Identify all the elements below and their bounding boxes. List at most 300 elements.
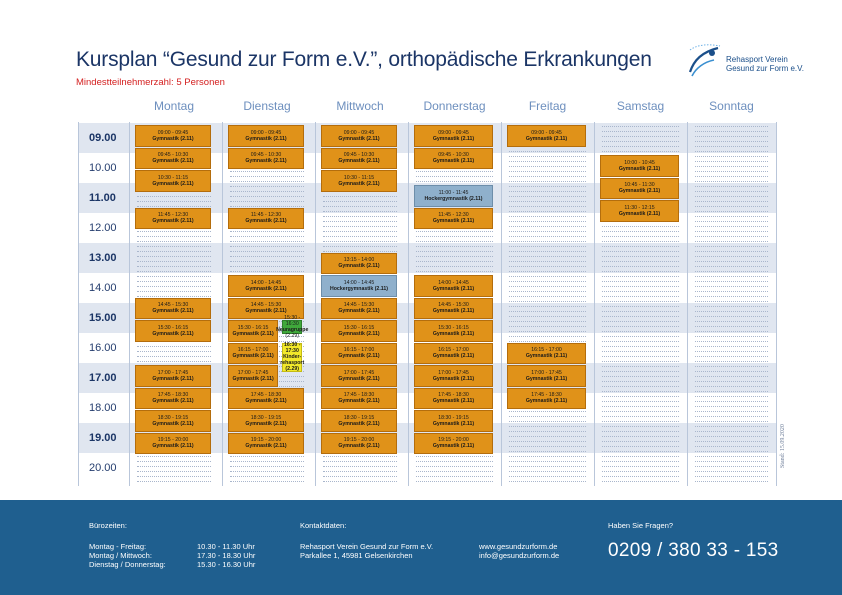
course-block[interactable] xyxy=(228,365,278,387)
slot-line xyxy=(602,136,679,137)
course-block[interactable] xyxy=(228,125,304,147)
slot-line xyxy=(695,286,768,287)
slot-line xyxy=(695,161,768,162)
course-block[interactable] xyxy=(228,343,278,365)
course-time: 18:30 - 19:15 xyxy=(250,414,282,421)
course-name: Gymnastik (2.11) xyxy=(525,353,568,360)
course-time: 17:00 - 17:45 xyxy=(157,369,189,376)
slot-line xyxy=(509,451,586,452)
slot-line xyxy=(602,326,679,327)
course-block[interactable] xyxy=(228,320,278,342)
course-block[interactable] xyxy=(414,410,493,432)
slot-line xyxy=(602,421,679,422)
course-time: 10:30 - 11:15 xyxy=(157,174,189,181)
slot-line xyxy=(230,456,304,457)
course-time: 09:00 - 09:45 xyxy=(157,129,189,136)
slot-line xyxy=(509,151,586,152)
slot-line xyxy=(416,241,493,242)
slot-line xyxy=(137,361,211,362)
course-block[interactable] xyxy=(228,388,304,410)
website-link[interactable]: www.gesundzurform.de xyxy=(479,542,558,551)
slot-line xyxy=(602,296,679,297)
slot-line xyxy=(509,221,586,222)
course-time: 09:00 - 09:45 xyxy=(531,129,562,136)
course-time: 17:45 - 18:30 xyxy=(157,392,189,399)
slot-line xyxy=(695,466,768,467)
slot-line xyxy=(509,411,586,412)
course-time: 14:45 - 15:30 xyxy=(250,302,282,309)
slot-line xyxy=(602,431,679,432)
slot-line xyxy=(695,356,768,357)
slot-line xyxy=(695,426,768,427)
logo-text-line1: Rehasport Verein xyxy=(726,55,788,64)
course-block[interactable] xyxy=(414,275,493,297)
contact-title: Kontaktdaten: xyxy=(300,521,347,530)
slot-line xyxy=(695,146,768,147)
slot-line xyxy=(137,471,211,472)
slot-line xyxy=(602,436,679,437)
slot-line xyxy=(416,171,493,172)
course-block[interactable] xyxy=(135,298,211,320)
slot-line xyxy=(323,466,397,467)
slot-line xyxy=(602,336,679,337)
course-block[interactable] xyxy=(228,208,304,230)
slot-line xyxy=(509,296,586,297)
course-time: 17:45 - 18:30 xyxy=(531,392,562,399)
slot-line xyxy=(509,316,586,317)
slot-line xyxy=(695,451,768,452)
slot-line xyxy=(509,181,586,182)
course-block[interactable] xyxy=(228,433,304,455)
day-header-montag: Montag xyxy=(153,99,195,113)
slot-line xyxy=(602,411,679,412)
course-name: Gymnastik (2.11) xyxy=(245,218,287,225)
course-block[interactable] xyxy=(228,275,304,297)
course-block[interactable] xyxy=(414,320,493,342)
course-name: Kinder- xyxy=(283,353,302,360)
slot-line xyxy=(509,156,586,157)
slot-line xyxy=(509,216,586,217)
slot-line xyxy=(695,481,768,482)
course-block[interactable] xyxy=(135,365,211,387)
day-header-mittwoch: Mittwoch xyxy=(336,99,384,113)
slot-line xyxy=(137,246,211,247)
slot-line xyxy=(695,446,768,447)
slot-line xyxy=(602,246,679,247)
slot-line xyxy=(695,341,768,342)
course-time: 14:45 - 15:30 xyxy=(343,302,375,309)
slot-line xyxy=(230,201,304,202)
slot-line xyxy=(695,131,768,132)
course-block[interactable] xyxy=(507,388,586,410)
course-name: Gymnastik (2.11) xyxy=(338,158,380,165)
office-days-1: Montag / Mittwoch: xyxy=(89,551,152,560)
column-divider xyxy=(594,122,595,486)
course-block[interactable] xyxy=(321,148,397,170)
slot-line xyxy=(323,471,397,472)
course-block[interactable] xyxy=(135,148,211,170)
course-name: Gymnastik (2.11) xyxy=(152,158,194,165)
slot-line xyxy=(695,126,768,127)
slot-line xyxy=(695,461,768,462)
slot-line xyxy=(230,196,304,197)
slot-line xyxy=(509,301,586,302)
slot-line xyxy=(416,181,493,182)
slot-line xyxy=(230,246,304,247)
course-block[interactable] xyxy=(507,125,586,147)
slot-line xyxy=(602,321,679,322)
course-block[interactable] xyxy=(135,208,211,230)
course-name: Gymnastik (2.11) xyxy=(152,330,194,337)
course-block[interactable] xyxy=(321,343,397,365)
slot-line xyxy=(137,476,211,477)
slot-line xyxy=(509,431,586,432)
course-name: Gymnastik (2.11) xyxy=(152,420,194,427)
slot-line xyxy=(509,281,586,282)
column-divider xyxy=(687,122,688,486)
course-block[interactable] xyxy=(414,148,493,170)
logo xyxy=(684,42,804,82)
slot-line xyxy=(695,196,768,197)
course-block[interactable] xyxy=(414,208,493,230)
slot-line xyxy=(695,276,768,277)
course-name: Gymnastik (2.11) xyxy=(152,308,194,315)
course-block[interactable] xyxy=(135,433,211,455)
slot-line xyxy=(137,271,211,272)
course-name: Gymnastik (2.11) xyxy=(338,180,380,187)
office-days-2: Dienstag / Donnerstag: xyxy=(89,560,166,569)
slot-line xyxy=(695,456,768,457)
course-block[interactable] xyxy=(282,343,303,372)
slot-line xyxy=(695,226,768,227)
slot-line xyxy=(509,171,586,172)
course-time: 16:15 - 17:00 xyxy=(531,347,562,354)
course-block[interactable] xyxy=(321,298,397,320)
course-block[interactable] xyxy=(228,410,304,432)
course-name: Gymnastik (2.11) xyxy=(152,375,194,382)
slot-line xyxy=(602,151,679,152)
hour-label: 19.00 xyxy=(89,432,117,444)
slot-line xyxy=(695,411,768,412)
course-time: 15:30 - 16:15 xyxy=(157,324,189,331)
slot-line xyxy=(695,211,768,212)
hour-label: 15.00 xyxy=(89,312,117,324)
course-time: 17:45 - 18:30 xyxy=(343,392,375,399)
slot-line xyxy=(695,201,768,202)
course-name: Gymnastik (2.11) xyxy=(245,308,287,315)
slot-line xyxy=(323,456,397,457)
day-header-samstag: Samstag xyxy=(616,99,665,113)
course-block[interactable] xyxy=(600,200,679,222)
course-time: 15:30 - 16:15 xyxy=(438,324,469,331)
course-time: 14:45 - 15:30 xyxy=(438,302,469,309)
slot-line xyxy=(323,226,397,227)
logo-text-line2: Gesund zur Form e.V. xyxy=(726,64,804,73)
slot-line xyxy=(137,241,211,242)
slot-line xyxy=(695,166,768,167)
slot-line xyxy=(230,171,304,172)
slot-line xyxy=(695,306,768,307)
course-time: 09:00 - 09:45 xyxy=(438,129,469,136)
slot-line xyxy=(137,201,211,202)
slot-line xyxy=(416,266,493,267)
slot-line xyxy=(509,286,586,287)
course-name: Gymnastik (2.11) xyxy=(232,375,274,382)
course-name: Gymnastik (2.11) xyxy=(245,285,287,292)
course-name: Gymnastik (2.11) xyxy=(152,443,194,450)
slot-line xyxy=(695,391,768,392)
course-name: Gymnastik (2.11) xyxy=(432,135,475,142)
course-block[interactable] xyxy=(321,365,397,387)
email-link[interactable]: info@gesundzurform.de xyxy=(479,551,560,560)
slot-line xyxy=(416,261,493,262)
course-extra: (2.29) xyxy=(285,366,299,373)
course-time: 15:30 - 16:15 xyxy=(237,324,269,331)
course-block[interactable] xyxy=(321,253,397,275)
course-block[interactable] xyxy=(321,170,397,192)
slot-line xyxy=(230,261,304,262)
slot-line xyxy=(695,151,768,152)
slot-line xyxy=(509,166,586,167)
course-name: Gymnastik (2.11) xyxy=(525,398,568,405)
course-time: 16:15 - 17:00 xyxy=(237,347,269,354)
course-block[interactable] xyxy=(600,178,679,200)
course-name: Gymnastik (2.11) xyxy=(338,308,380,315)
course-time: 16:30 - 17:30 xyxy=(283,341,301,354)
slot-line xyxy=(602,396,679,397)
slot-line xyxy=(695,181,768,182)
course-block[interactable] xyxy=(321,410,397,432)
course-time: 09:45 - 10:30 xyxy=(438,152,469,159)
course-block[interactable] xyxy=(507,365,586,387)
slot-line xyxy=(602,366,679,367)
slot-line xyxy=(602,301,679,302)
slot-line xyxy=(137,346,211,347)
slot-line xyxy=(602,291,679,292)
course-block[interactable] xyxy=(414,343,493,365)
slot-line xyxy=(323,221,397,222)
slot-line xyxy=(602,256,679,257)
course-name: Gymnastik (2.11) xyxy=(338,375,380,382)
course-name: Gymnastik (2.11) xyxy=(618,165,661,172)
contact-name: Rehasport Verein Gesund zur Form e.V. xyxy=(300,542,434,551)
course-name: Gymnastik (2.11) xyxy=(152,398,194,405)
slot-line xyxy=(137,456,211,457)
slot-line xyxy=(137,236,211,237)
slot-line xyxy=(602,386,679,387)
slot-line xyxy=(137,256,211,257)
slot-line xyxy=(509,231,586,232)
slot-line xyxy=(509,446,586,447)
stand-date: Stand: 15.09.2020 xyxy=(780,424,786,468)
phone-number[interactable]: 0209 / 380 33 - 153 xyxy=(608,540,779,561)
slot-line xyxy=(509,276,586,277)
contact-address: Parkallee 1, 45981 Gelsenkirchen xyxy=(300,551,413,560)
course-name: Gymnastik (2.11) xyxy=(232,353,274,360)
slot-line xyxy=(416,461,493,462)
slot-line xyxy=(230,241,304,242)
course-name: Gymnastik (2.11) xyxy=(152,218,194,225)
day-header-freitag: Freitag xyxy=(528,99,567,113)
course-block[interactable] xyxy=(276,314,309,340)
course-block[interactable] xyxy=(135,388,211,410)
course-block[interactable] xyxy=(414,365,493,387)
slot-line xyxy=(602,126,679,127)
slot-line xyxy=(137,266,211,267)
course-time: 09:00 - 09:45 xyxy=(343,129,375,136)
slot-line xyxy=(230,266,304,267)
course-name: Gymnastik (2.11) xyxy=(618,210,661,217)
course-name: Gymnastik (2.11) xyxy=(338,420,380,427)
slot-line xyxy=(602,141,679,142)
course-time: 19:15 - 20:00 xyxy=(438,437,469,444)
slot-line xyxy=(602,276,679,277)
course-name: Gymnastik (2.11) xyxy=(432,353,475,360)
slot-line xyxy=(602,441,679,442)
course-block[interactable] xyxy=(414,388,493,410)
slot-line xyxy=(137,466,211,467)
slot-line xyxy=(509,211,586,212)
slot-line xyxy=(509,246,586,247)
course-block[interactable] xyxy=(321,388,397,410)
course-block[interactable] xyxy=(321,275,397,297)
course-time: 10:30 - 11:15 xyxy=(343,174,375,181)
slot-line xyxy=(602,356,679,357)
course-name: Gymnastik (2.11) xyxy=(338,443,380,450)
slot-line xyxy=(602,236,679,237)
slot-line xyxy=(695,296,768,297)
course-time: 18:30 - 19:15 xyxy=(438,414,469,421)
slot-line xyxy=(416,471,493,472)
course-name: Hockergymnastik (2.11) xyxy=(424,195,483,202)
slot-line xyxy=(416,271,493,272)
course-name: Gymnastik (2.11) xyxy=(245,443,287,450)
course-block[interactable] xyxy=(414,433,493,455)
day-header-sonntag: Sonntag xyxy=(709,99,754,113)
slot-line xyxy=(230,191,304,192)
slot-line xyxy=(695,141,768,142)
office-time-0: 10.30 - 11.30 Uhr xyxy=(197,542,255,551)
slot-line xyxy=(509,236,586,237)
slot-line xyxy=(509,261,586,262)
slot-line xyxy=(509,191,586,192)
slot-line xyxy=(695,441,768,442)
course-block[interactable] xyxy=(228,148,304,170)
course-block[interactable] xyxy=(414,185,493,207)
slot-line xyxy=(137,251,211,252)
slot-line xyxy=(695,331,768,332)
slot-line xyxy=(695,421,768,422)
hour-label: 17.00 xyxy=(89,372,117,384)
slot-line xyxy=(416,256,493,257)
course-time: 17:45 - 18:30 xyxy=(250,392,282,399)
slot-line xyxy=(695,376,768,377)
course-time: 14:45 - 15:30 xyxy=(157,302,189,309)
slot-line xyxy=(602,341,679,342)
column-divider xyxy=(315,122,316,486)
course-extra: (2.29) xyxy=(285,333,299,340)
slot-line xyxy=(695,136,768,137)
slot-line xyxy=(695,431,768,432)
slot-line xyxy=(416,176,493,177)
hour-label: 12.00 xyxy=(89,222,117,234)
hour-label: 11.00 xyxy=(89,192,116,204)
course-block[interactable] xyxy=(135,170,211,192)
slot-line xyxy=(509,306,586,307)
slot-line xyxy=(602,426,679,427)
slot-line xyxy=(137,461,211,462)
slot-line xyxy=(323,236,397,237)
course-block[interactable] xyxy=(135,320,211,342)
slot-line xyxy=(323,216,397,217)
slot-line xyxy=(137,481,211,482)
course-name: Gymnastik (2.11) xyxy=(432,285,475,292)
slot-line xyxy=(509,441,586,442)
course-block[interactable] xyxy=(321,125,397,147)
slot-line xyxy=(602,461,679,462)
course-block[interactable] xyxy=(321,320,397,342)
course-block[interactable] xyxy=(135,410,211,432)
slot-line xyxy=(695,406,768,407)
hour-label: 10.00 xyxy=(89,162,117,174)
course-name: Gymnastik (2.11) xyxy=(432,330,475,337)
course-block[interactable] xyxy=(507,343,586,365)
slot-line xyxy=(602,241,679,242)
slot-line xyxy=(602,226,679,227)
slot-line xyxy=(695,261,768,262)
office-days-0: Montag - Freitag: xyxy=(89,542,147,551)
course-name: Gymnastik (2.11) xyxy=(338,330,380,337)
course-block[interactable] xyxy=(321,433,397,455)
slot-line xyxy=(602,451,679,452)
column-divider xyxy=(501,122,502,486)
slot-line xyxy=(230,271,304,272)
course-name: Gymnastik (2.11) xyxy=(525,135,568,142)
course-name: Gymnastik (2.11) xyxy=(432,443,475,450)
slot-line xyxy=(230,481,304,482)
slot-line xyxy=(137,281,211,282)
slot-line xyxy=(602,446,679,447)
course-block[interactable] xyxy=(414,125,493,147)
course-time: 16:15 - 17:00 xyxy=(438,347,469,354)
hour-label: 14.00 xyxy=(89,282,117,294)
questions-label: Haben Sie Fragen? xyxy=(608,521,674,530)
course-block[interactable] xyxy=(135,125,211,147)
course-time: 10:45 - 11:30 xyxy=(624,182,655,189)
slot-line xyxy=(695,336,768,337)
slot-line xyxy=(695,471,768,472)
slot-line xyxy=(602,311,679,312)
course-time: 17:00 - 17:45 xyxy=(438,369,469,376)
course-name: Gymnastik (2.11) xyxy=(432,420,475,427)
course-block[interactable] xyxy=(414,298,493,320)
slot-line xyxy=(137,291,211,292)
course-time: 19:15 - 20:00 xyxy=(343,437,375,444)
slot-line xyxy=(416,466,493,467)
slot-line xyxy=(230,471,304,472)
slot-line xyxy=(230,181,304,182)
slot-line xyxy=(509,336,586,337)
slot-line xyxy=(602,351,679,352)
slot-line xyxy=(602,476,679,477)
course-name: Gymnastik (2.11) xyxy=(432,218,475,225)
slot-line xyxy=(416,481,493,482)
slot-line xyxy=(416,456,493,457)
slot-line xyxy=(230,466,304,467)
slot-line xyxy=(695,371,768,372)
course-block[interactable] xyxy=(600,155,679,177)
slot-line xyxy=(602,251,679,252)
